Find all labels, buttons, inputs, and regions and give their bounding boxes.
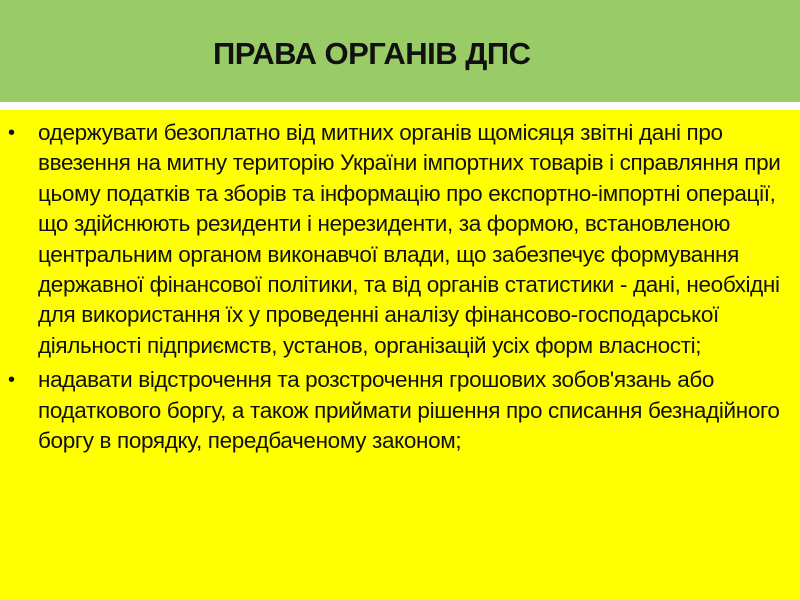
header-divider xyxy=(0,102,800,110)
slide-title: ПРАВА ОРГАНІВ ДПС xyxy=(213,36,531,71)
title-band xyxy=(0,0,800,102)
bullet-text: надавати відстрочення та розстрочення грошових зобов'язань або податкового боргу, а також приймати рішення про списання безнадійного боргу в порядку, передбаченому законом; xyxy=(38,367,780,454)
bullet-text: одержувати безоплатно від митних органів щомісяця звітні дані про ввезення на митну територію України імпортних товарів і справляння при цьому податків та зборів та інформацію про експортно-імпортні операції, що здійснюють резиденти і нерезиденти, за формою, встановленою центральним органом виконавчої влади, що забезпечує формування державної фінансової політики, та від органів статистики - дані, необхідні для використання їх у проведенні аналізу фінансово-господарської діяльності підприємств, установ, організацій усіх форм власності; xyxy=(38,120,781,358)
bullet-marker: • xyxy=(8,122,15,144)
bullet-item-deferral xyxy=(0,365,800,456)
bullet-list xyxy=(0,118,800,460)
bullet-marker: • xyxy=(8,369,15,392)
bullet-item-tax-data xyxy=(0,118,800,361)
